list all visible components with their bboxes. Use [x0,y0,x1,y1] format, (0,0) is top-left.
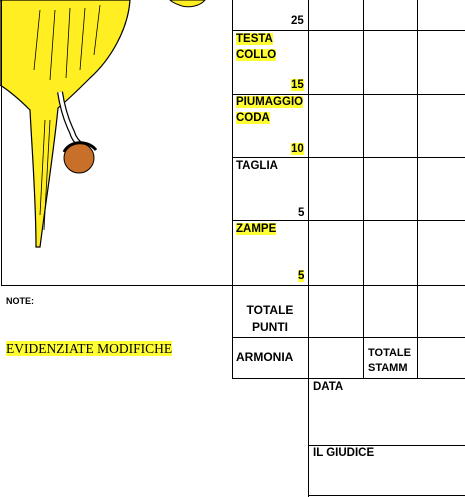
note-label: NOTE: [6,296,34,306]
score-points: 10 [291,143,304,155]
data-label: DATA [313,381,344,393]
score-label: ZAMPE [236,223,277,235]
grid-line [1,285,465,286]
totale-stamm-label: TOTALE STAMM [368,347,411,374]
grid-line [308,0,309,497]
giudice-label: IL GIUDICE [313,447,375,459]
score-label: TESTA COLLO [236,33,277,61]
score-points: 25 [291,15,304,27]
score-points: 15 [291,79,304,91]
grid-line [308,495,465,496]
highlight-note: EVIDENZIATE MODIFICHE [6,341,173,356]
score-points: 5 [298,207,305,219]
grid-line [363,0,364,379]
totale-punti-label: TOTALE PUNTI [246,303,294,334]
armonia-label: ARMONIA [236,350,294,364]
grid-line [417,0,418,379]
grid-line [232,337,465,338]
score-label: PIUMAGGIO CODA [236,96,304,124]
score-label: TAGLIA [236,160,278,172]
canary-illustration [0,0,232,285]
grid-line [308,445,465,446]
grid-line [232,378,465,379]
grid-line [1,0,2,286]
score-points: 5 [298,270,305,282]
